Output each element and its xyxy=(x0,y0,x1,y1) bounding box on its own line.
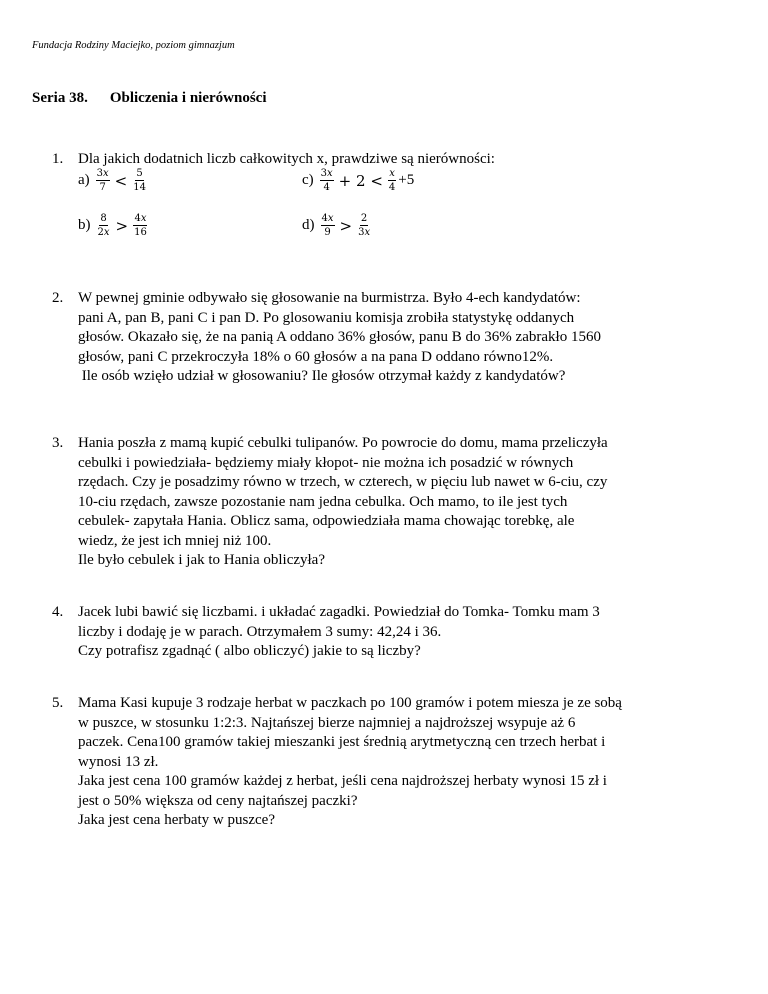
task-5 xyxy=(52,694,742,831)
denominator: 4 xyxy=(388,182,396,193)
task-line: rzędach. Czy je posadzimy równo w trzech, w czterech, w pięciu lub nawet w 6-ciu, czy xyxy=(78,474,608,490)
task-number: 4. xyxy=(52,604,64,620)
fraction xyxy=(133,213,148,238)
task-line: wynosi 13 zł. xyxy=(78,753,159,770)
task-line: Hania poszła z mamą kupić cebulki tulipanów. Po powrocie do domu, mama przeliczyła xyxy=(78,435,608,451)
operator: > xyxy=(115,216,129,235)
inequality-label: a) xyxy=(78,172,90,188)
task-line: cebulek- zapytała Hania. Oblicz sama, odpowiedziała mama chowając torebkę, ale xyxy=(78,513,575,529)
page-header: Fundacja Rodziny Maciejko, poziom gimnazjum xyxy=(32,40,235,51)
expression-tail: +5 xyxy=(398,172,415,188)
denominator: 4 xyxy=(323,182,330,193)
numerator: 4𝑥 xyxy=(321,213,334,224)
task-number: 3. xyxy=(52,435,64,451)
fraction xyxy=(320,168,334,193)
series-number: Seria 38. xyxy=(32,90,88,106)
numerator: 5 xyxy=(136,168,143,179)
task-line: głosów. Okazało się, że na panią A oddano 36% głosów, panu B do 36% zabrakło 1560 xyxy=(78,329,601,345)
fraction xyxy=(132,168,147,193)
task-line: Czy potrafisz zgadnąć ( albo obliczyć) jakie to są liczby? xyxy=(78,643,421,659)
numerator: 3𝑥 xyxy=(320,168,333,179)
task-line: paczek. Cena100 gramów takiej mieszanki jest średnią arytmetyczną cen trzech herbat i xyxy=(78,734,606,750)
denominator: 9 xyxy=(324,227,331,238)
task-line: liczby i dodaję je w parach. Otrzymałem 3 sumy: 42,24 i 36. xyxy=(78,623,442,640)
task-line: 10-ciu rzędach, zawsze pozostanie nam jedna cebulka. Och mamo, to ile jest tych xyxy=(78,493,568,510)
task-number: 1. xyxy=(52,151,64,167)
inequality-a xyxy=(78,168,149,193)
task-line: Mama Kasi kupuje 3 rodzaje herbat w paczkach po 100 gramów i potem miesza je ze sobą xyxy=(78,695,622,711)
task-line: W pewnej gminie odbywało się głosowanie na burmistrza. Było 4-ech kandydatów: xyxy=(78,290,581,306)
task-number: 5. xyxy=(52,695,64,711)
inequality-b xyxy=(78,213,150,238)
fraction xyxy=(388,168,396,193)
task-number: 2. xyxy=(52,290,64,306)
task-line: Jacek lubi bawić się liczbami. i układać zagadki. Powiedział do Tomka- Tomku mam 3 xyxy=(78,604,600,620)
series-topic: Obliczenia i nierówności xyxy=(109,90,267,106)
task-line: Ile było cebulek i jak to Hania obliczyła? xyxy=(78,552,325,568)
numerator: 2 xyxy=(360,213,368,224)
task-4 xyxy=(52,603,742,662)
task-line: w puszce, w stosunku 1:2:3. Najtańszej bierze najmniej a najdroższej wsypuje aż 6 xyxy=(78,714,576,731)
numerator: 𝑥 xyxy=(389,168,395,179)
task-line: pani A, pan B, pani C i pan D. Po glosowaniu komisja zrobiła statystykę oddanych xyxy=(78,309,575,326)
task-1 xyxy=(52,150,742,170)
denominator: 14 xyxy=(133,182,146,193)
task-3 xyxy=(52,434,742,571)
numerator: 8 xyxy=(100,213,107,224)
task-line: Ile osób wzięło udział w głosowaniu? Ile głosów otrzymał każdy z kandydatów? xyxy=(78,368,566,384)
operator: < xyxy=(114,171,128,190)
inequality-label: c) xyxy=(302,172,314,188)
task-line: Jaka jest cena 100 gramów każdej z herbat, jeśli cena najdroższej herbaty wynosi 15 zł i xyxy=(78,773,607,789)
operator: > xyxy=(339,216,353,235)
numerator: 3𝑥 xyxy=(96,168,109,179)
denominator: 7 xyxy=(99,182,106,193)
denominator: 3𝑥 xyxy=(358,227,371,238)
task-line: cebulki i powiedziała- będziemy miały kłopot- nie można ich posadzić w równych xyxy=(78,454,574,471)
task-line: Jaka jest cena herbaty w puszce? xyxy=(78,812,275,828)
fraction xyxy=(97,213,111,238)
fraction xyxy=(357,213,371,238)
task-line: wiedz, że jest ich mniej niż 100. xyxy=(78,532,272,549)
inequality-label: d) xyxy=(302,217,315,233)
inequality-label: b) xyxy=(78,217,91,233)
task-2 xyxy=(52,289,742,387)
operator: + 2 < xyxy=(338,171,383,190)
fraction xyxy=(96,168,110,193)
task-line: Dla jakich dodatnich liczb całkowitych x, prawdziwe są nierówności: xyxy=(78,151,495,167)
task-line: głosów, pani C przekroczyła 18% o 60 głosów a na pana D oddano równo12%. xyxy=(78,348,554,365)
inequality-d xyxy=(302,213,373,238)
denominator: 16 xyxy=(134,227,147,238)
series-title xyxy=(32,90,267,107)
denominator: 2𝑥 xyxy=(97,227,110,238)
numerator: 4𝑥 xyxy=(134,213,147,224)
task-line: jest o 50% większa od ceny najtańszej paczki? xyxy=(78,792,358,809)
fraction xyxy=(321,213,335,238)
inequality-c xyxy=(302,168,414,193)
